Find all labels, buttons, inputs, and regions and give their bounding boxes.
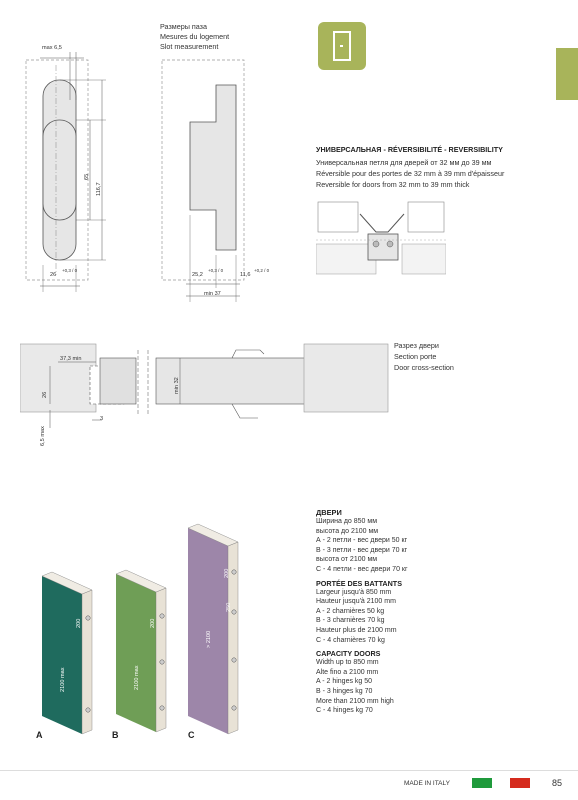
doors-line-fr: Hauteur plus de 2100 mm <box>316 626 397 634</box>
reversibility-fr: Réversible pour des portes de 32 mm à 39 mm d'épaisseur <box>316 169 505 178</box>
cross-section-drawing <box>20 336 390 446</box>
dim-26-tol: +0,3 / 0 <box>62 268 78 273</box>
dim-6-5-max: 6,5 max <box>40 426 46 446</box>
doors-line-fr: A - 2 charnières 50 kg <box>316 607 385 615</box>
dim-3: 3 <box>100 416 104 422</box>
section-tab-marker <box>556 48 578 100</box>
doors-line-ru: Ширина до 850 мм <box>316 518 378 525</box>
doors-line-en: Width up to 850 mm <box>316 659 379 667</box>
doors-line-fr: Hauteur jusqu'à 2100 mm <box>316 598 396 606</box>
dim-37-3-min: 37,3 min <box>60 356 82 362</box>
door-a-panel <box>42 576 82 734</box>
page-number: 85 <box>552 778 563 788</box>
doors-line-en: C - 4 hinges kg 70 <box>316 707 373 715</box>
door-illustrations <box>30 520 250 760</box>
doors-line-fr: Largeur jusqu'à 850 mm <box>316 588 392 596</box>
dim-26-section: 26 <box>42 391 48 398</box>
reversibility-en: Reversible for doors from 32 mm to 39 mm thick <box>316 180 470 189</box>
dim-11-6: 11,6 <box>240 272 251 278</box>
door-a-200: 200 <box>76 618 82 628</box>
doors-line-fr: C - 4 charnières 70 kg <box>316 636 385 644</box>
doors-line-en: Alte fino a 2100 mm <box>316 668 379 676</box>
doors-line-ru: высота до 2100 мм <box>316 527 379 535</box>
doors-line-fr: B - 3 charnières 70 kg <box>316 617 385 625</box>
doors-line-ru: высота от 2100 мм <box>316 556 378 564</box>
doors-lines-en <box>316 658 556 716</box>
door-b-panel <box>116 574 156 732</box>
dim-min-32: min 32 <box>174 377 180 394</box>
door-c-height: > 2100 <box>206 630 212 648</box>
doors-heading-en: CAPACITY DOORS <box>316 649 381 659</box>
doors-line-en: More than 2100 mm high <box>316 697 394 705</box>
doors-lines-fr <box>316 588 556 646</box>
reversibility-diagram <box>316 194 446 286</box>
door-c-200: 200 <box>224 568 230 578</box>
door-c-250: 250 <box>226 602 232 612</box>
section-title-en: Door cross-section <box>394 363 454 372</box>
dim-26: 26 <box>50 272 57 278</box>
doors-lines-ru <box>316 517 556 575</box>
slot-title-ru: Размеры паза <box>160 22 207 31</box>
reversibility-heading: УНИВЕРСАЛЬНАЯ - RÉVERSIBILITÉ - REVERSIBILITY <box>316 145 503 154</box>
doors-line-ru: В - 3 петли - вес двери 70 кг <box>316 546 408 554</box>
flag-red-swatch <box>510 778 530 788</box>
doors-text-block <box>316 508 556 716</box>
dim-25-2-tol: +0,3 / 0 <box>208 268 224 273</box>
door-a-height: 2100 max <box>60 667 66 692</box>
reversibility-ru: Универсальная петля для дверей от 32 мм до 39 мм <box>316 158 492 167</box>
section-title-ru: Разрез двери <box>394 341 439 350</box>
door-c-label: C <box>188 730 195 740</box>
dim-25-2: 25,2 <box>192 272 203 278</box>
doors-line-en: A - 2 hinges kg 50 <box>316 678 373 686</box>
door-category-icon <box>318 22 366 70</box>
doors-line-en: B - 3 hinges kg 70 <box>316 687 373 695</box>
door-b-200: 200 <box>150 618 156 628</box>
doors-heading-fr: PORTÉE DES BATTANTS <box>316 578 402 588</box>
flag-green-swatch <box>472 778 492 788</box>
dim-65: 65 <box>84 173 90 180</box>
slot-title-fr: Mesures du logement <box>160 32 230 41</box>
dim-11-6-tol: +0,2 / 0 <box>254 268 270 273</box>
section-title-fr: Section porte <box>394 352 437 361</box>
door-outline-icon <box>318 22 366 70</box>
door-b-label: B <box>112 730 119 740</box>
footer-divider <box>0 770 578 771</box>
doors-heading-ru: ДВЕРИ <box>316 508 342 517</box>
dim-116-7: 116,7 <box>96 182 102 196</box>
doors-line-ru: А - 2 петли - вес двери 50 кг <box>316 537 408 545</box>
made-in-label: MADE IN ITALY <box>404 780 450 787</box>
doors-line-ru: С - 4 петли - вес двери 70 кг <box>316 565 408 573</box>
door-a-label: A <box>36 730 43 740</box>
slot-title-en: Slot measurement <box>160 42 219 51</box>
dim-min-37: min 37 <box>204 291 221 297</box>
door-b-height: 2100 max <box>134 665 140 690</box>
dim-max-width: max 6,5 <box>42 45 62 51</box>
